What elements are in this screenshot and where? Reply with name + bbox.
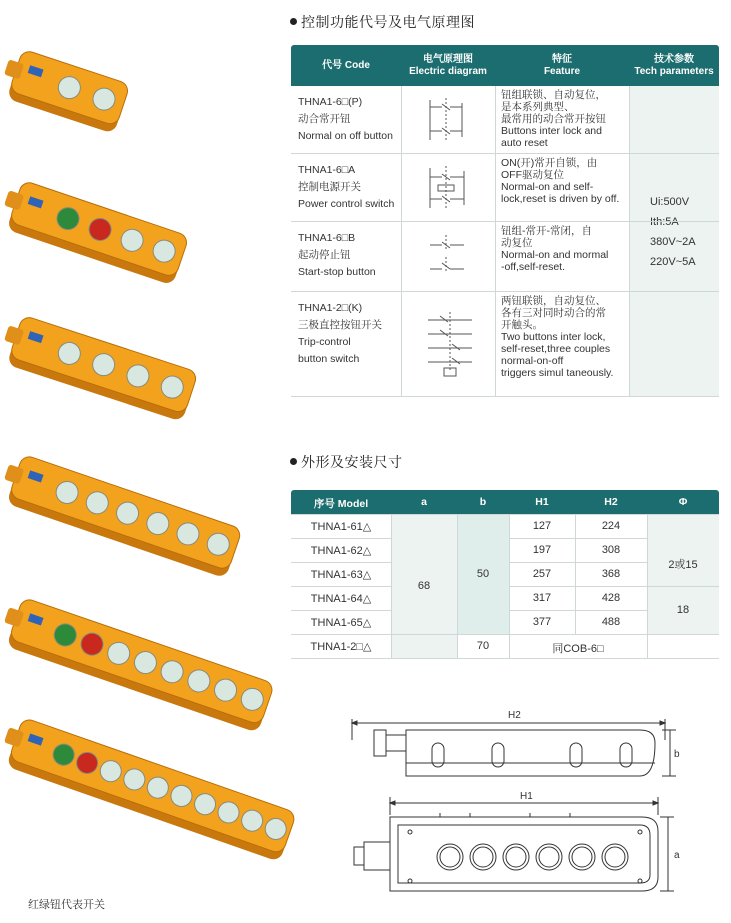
code-line: Normal on off button <box>298 130 393 142</box>
function-table-header <box>291 45 719 86</box>
h1-cell: 377 <box>532 616 552 628</box>
same-as-cell: 同COB-6□ <box>552 643 604 655</box>
row-divider <box>291 610 391 611</box>
feature-line: 钮组联锁、自动复位， <box>501 89 606 101</box>
row-divider <box>509 562 647 563</box>
h2-cell: 488 <box>601 616 621 628</box>
header-h2: H2 <box>604 496 618 508</box>
col-divider <box>647 514 648 658</box>
b-cell: 50 <box>476 568 490 580</box>
electric-diagram <box>401 292 495 396</box>
installation-drawing <box>340 705 685 900</box>
feature-line: 各有三对同时动合的常 <box>501 307 606 319</box>
model-cell: THNA1-64△ <box>310 593 372 605</box>
function-table-row <box>291 86 719 154</box>
code-line: Trip-control <box>298 336 351 348</box>
row-divider <box>291 538 391 539</box>
phi-cell: 18 <box>676 604 690 616</box>
feature-line: 钮组-常开-常闭，自 <box>501 225 592 237</box>
h1-cell: 257 <box>532 568 552 580</box>
feature-line: 开触头。 <box>501 319 543 331</box>
label-h1: H1 <box>520 791 533 802</box>
header-diagram-en: Electric diagram <box>409 66 487 77</box>
function-table-row <box>291 222 719 292</box>
code-cell <box>291 292 401 396</box>
header-h1: H1 <box>535 496 549 508</box>
feature-cell <box>495 222 629 291</box>
pendant-switch-photo <box>8 173 183 286</box>
tech-param: 380V~2A <box>650 236 696 248</box>
header-b: b <box>479 496 487 508</box>
code-line: 起动停止钮 <box>298 249 351 261</box>
code-line: THNA1-6□(P) <box>298 96 363 108</box>
code-line: THNA1-6□B <box>298 232 356 244</box>
feature-line: 动复位 <box>501 237 533 249</box>
header-model: 序号 Model <box>313 498 369 510</box>
header-a: a <box>421 496 427 508</box>
header-diagram-cn: 电气原理图 <box>423 54 473 65</box>
pendant-switch-photo <box>8 710 283 890</box>
tech-param: Ui:500V <box>650 196 690 208</box>
feature-line: Two buttons inter lock, <box>501 331 606 343</box>
header-tech-en: Tech parameters <box>634 66 714 77</box>
bullet-icon <box>290 18 297 25</box>
label-h2: H2 <box>508 710 521 721</box>
row-divider <box>291 586 391 587</box>
code-line: button switch <box>298 353 360 365</box>
row-divider <box>291 562 391 563</box>
h2-cell: 224 <box>601 520 621 532</box>
phi-cell: 2或15 <box>668 559 698 571</box>
h1-cell: 317 <box>532 592 552 604</box>
dimension-table-header <box>291 490 719 514</box>
electric-diagram <box>401 222 495 291</box>
feature-line: Buttons inter lock and <box>501 125 602 137</box>
feature-line: Normal-on and mormal <box>501 249 609 261</box>
feature-line: self-reset,three couples <box>501 343 611 355</box>
row-divider <box>291 634 719 635</box>
feature-cell <box>495 292 629 396</box>
code-line: 动合常开钮 <box>298 113 351 125</box>
code-line: Start-stop button <box>298 266 376 278</box>
feature-line: -off,self-reset. <box>501 261 565 273</box>
header-tech <box>629 54 719 78</box>
pendant-body <box>8 308 193 418</box>
col-divider <box>509 514 510 658</box>
h2-cell: 428 <box>601 592 621 604</box>
feature-line: lock,reset is driven by off. <box>501 193 620 205</box>
label-a: a <box>674 850 680 861</box>
tech-param: Ith:5A <box>650 216 679 228</box>
code-line: Power control switch <box>298 198 395 210</box>
electric-diagram <box>401 154 495 221</box>
electric-diagram <box>401 86 495 153</box>
section-title-dimensions <box>290 452 403 472</box>
pendant-body <box>8 42 128 114</box>
code-cell <box>291 222 401 291</box>
pendant-body <box>8 447 233 587</box>
feature-line: 是本系列典型、 <box>501 101 575 113</box>
pendant-body <box>8 710 283 885</box>
section-title-text: 控制功能代号及电气原理图 <box>301 14 475 30</box>
feature-line: ON(开)常开自锁，由 <box>501 157 598 169</box>
row-divider <box>509 610 647 611</box>
feature-line: 最常用的动合常开按钮 <box>501 113 606 125</box>
caption: 红绿钮代表开关 <box>28 899 105 911</box>
header-phi: Φ <box>678 496 688 508</box>
h2-cell: 308 <box>601 544 621 556</box>
header-feature-cn: 特征 <box>552 54 572 65</box>
pendant-switch-photo <box>8 308 193 423</box>
model-cell: THNA1-61△ <box>310 521 372 533</box>
feature-cell <box>495 154 629 221</box>
h2-cell: 368 <box>601 568 621 580</box>
row-divider <box>291 658 719 659</box>
header-feature <box>495 54 629 78</box>
a-cell: 68 <box>417 580 431 592</box>
pendant-switch-photo <box>8 447 233 592</box>
header-feature-en: Feature <box>543 66 581 77</box>
model-cell: THNA1-63△ <box>310 569 372 581</box>
feature-line: 两钮联锁，自动复位、 <box>501 295 606 307</box>
row-divider <box>509 586 647 587</box>
section-title-text: 外形及安装尺寸 <box>301 454 403 470</box>
code-line: THNA1-2□(K) <box>298 302 363 314</box>
b2-cell: 70 <box>476 640 490 652</box>
code-line: 三极直控按钮开关 <box>298 319 382 331</box>
feature-cell <box>495 86 629 153</box>
bullet-icon <box>290 458 297 465</box>
function-table-row <box>291 154 719 222</box>
pendant-body <box>8 173 183 281</box>
feature-line: Normal-on and self- <box>501 181 594 193</box>
header-diagram <box>401 54 495 78</box>
feature-line: auto reset <box>501 137 548 149</box>
function-table-row <box>291 292 719 397</box>
code-cell <box>291 154 401 221</box>
feature-line: normal-on-off <box>501 355 564 367</box>
pendant-switch-photo <box>8 42 128 119</box>
col-divider <box>457 514 458 658</box>
row-divider <box>291 514 719 515</box>
shade-phi <box>647 514 719 634</box>
feature-line: triggers simul taneously. <box>501 367 614 379</box>
tech-param: 220V~5A <box>650 256 696 268</box>
h1-cell: 127 <box>532 520 552 532</box>
header-code: 代号 Code <box>322 60 370 71</box>
dimension-drawing <box>340 705 685 895</box>
feature-line: OFF驱动复位 <box>501 169 564 181</box>
header-tech-cn: 技术参数 <box>654 54 694 65</box>
h1-cell: 197 <box>532 544 552 556</box>
section-title-function <box>290 12 475 32</box>
row-divider <box>509 538 647 539</box>
model-cell: THNA1-2□△ <box>310 641 372 653</box>
code-cell <box>291 86 401 153</box>
code-line: THNA1-6□A <box>298 164 356 176</box>
model-cell: THNA1-65△ <box>310 617 372 629</box>
row-divider <box>647 586 719 587</box>
label-b: b <box>674 749 680 760</box>
model-cell: THNA1-62△ <box>310 545 372 557</box>
code-line: 控制电源开关 <box>298 181 361 193</box>
